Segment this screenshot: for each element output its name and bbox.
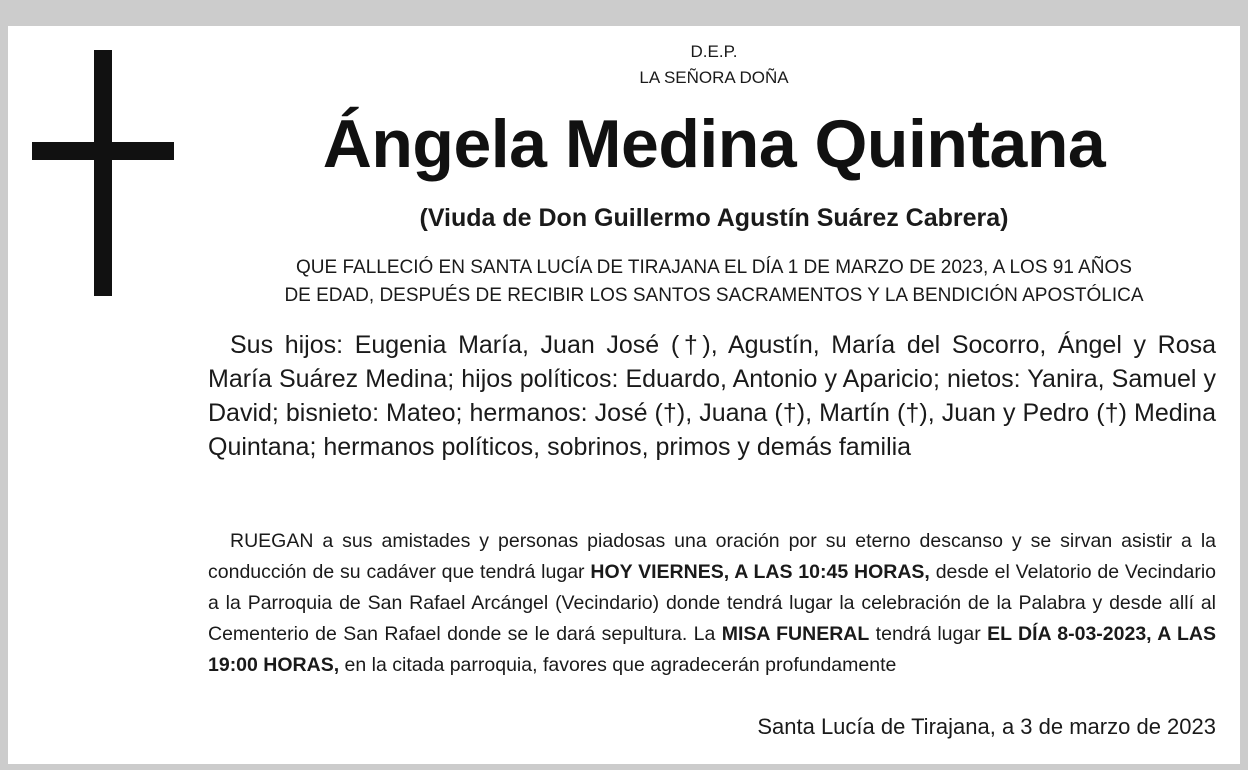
- request-time-today: HOY VIERNES, A LAS 10:45 HORAS,: [590, 561, 930, 583]
- deceased-name: Ángela Medina Quintana: [322, 106, 1106, 182]
- request-paragraph: [208, 526, 1216, 681]
- request-text-1: RUEGAN a sus amistades y personas piadosas una oración por su eterno descanso y se sirvan asistir a la conducción de su cadáver que tendrá lugar: [208, 530, 1216, 583]
- death-notice-line-2: DE EDAD, DESPUÉS DE RECIBIR LOS SANTOS SACRAMENTOS Y LA BENDICIÓN APOSTÓLICA: [284, 285, 1144, 306]
- request-text-4: en la citada parroquia, favores que agradecerán profundamente: [339, 654, 897, 676]
- funeral-mass-date: EL DÍA 8-03-2023, A LAS 19:00 HORAS,: [208, 623, 1216, 676]
- place-date-signoff: Santa Lucía de Tirajana, a 3 de marzo de 2023: [757, 714, 1216, 739]
- widow-of-line: (Viuda de Don Guillermo Agustín Suárez Cabrera): [419, 204, 1009, 232]
- honorific-label: LA SEÑORA DOÑA: [639, 68, 789, 87]
- death-notice-line-1: QUE FALLECIÓ EN SANTA LUCÍA DE TIRAJANA EL DÍA 1 DE MARZO DE 2023, A LOS 91 AÑOS: [296, 257, 1132, 278]
- funeral-mass-label: MISA FUNERAL: [721, 623, 870, 645]
- request-text-2: desde el Velatorio de Vecindario a la Parroquia de San Rafael Arcángel (Vecindario) donde tendrá lugar la celebración de la Palabra y desde allí al Cementerio de San Rafael donde se le dará sepultura. La: [208, 561, 1216, 645]
- obituary-card: [8, 26, 1240, 764]
- family-paragraph: Sus hijos: Eugenia María, Juan José (†), Agustín, María del Socorro, Ángel y Rosa María Suárez Medina; hijos políticos: Eduardo, Antonio y Aparicio; nietos: Yanira, Samuel y David; bisnieto: Mateo; hermanos: José (†), Juana (†), Martín (†), Juan y Pedro (†) Medina Quintana; hermanos políticos, sobrinos, primos y demás familia: [208, 331, 1216, 461]
- cross-icon: [32, 50, 174, 296]
- cross-horizontal-bar: [32, 142, 174, 160]
- death-notice: [208, 254, 1220, 310]
- dep-label: D.E.P.: [690, 42, 738, 61]
- request-text-3: tendrá lugar: [869, 623, 988, 645]
- cross-vertical-bar: [94, 50, 112, 296]
